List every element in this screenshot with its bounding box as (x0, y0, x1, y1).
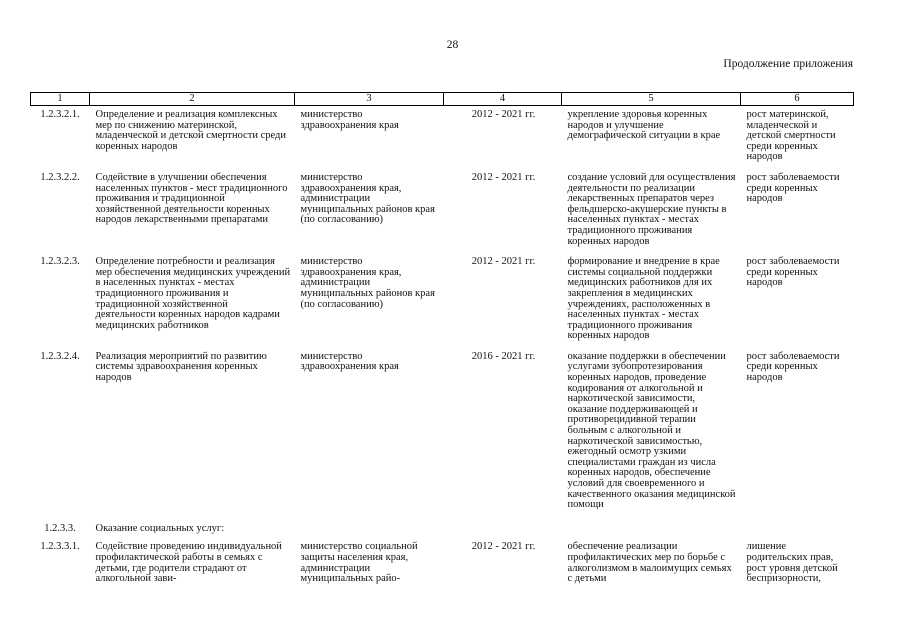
period: 2016 - 2021 гг. (471, 350, 536, 362)
expected-result: обеспечение реализации профилактических мер по борьбе с алкоголизмом в малоимущих семьях с детьми (567, 541, 732, 585)
table-row (31, 348, 854, 517)
column-number: 1 (31, 93, 90, 106)
period: 2012 - 2021 гг. (471, 541, 536, 553)
section-title: Оказание социальных услуг: (95, 522, 225, 534)
expected-result: укрепление здоровья коренных народов и улучшение демографической ситуации в крае (567, 109, 721, 142)
row-code: 1.2.3.2.2. (40, 171, 80, 183)
expected-result: формирование и внедрение в крае системы социальной поддержки медицинских работников для их закрепления в медицинских учреждениях, расположенных в населенных пунктах - местах традиционного проживания коренных народов (567, 256, 720, 342)
column-number: 4 (444, 93, 562, 106)
expected-result: создание условий для осуществления деятельности по реализации лекарственных препаратов через фельдшерско-акушерские пункты в населенных пунктах - местах традиционного проживания коренных народов (567, 171, 736, 247)
appendix-table (30, 92, 854, 585)
column-number: 6 (741, 93, 854, 106)
measure-name: Реализация мероприятий по развитию системы здравоохранения коренных народов (95, 350, 267, 384)
executor: министерство здравоохранения края (300, 109, 399, 131)
measure-name: Определение потребности и реализация мер обеспечения медицинских учреждений в населенных пунктах - местах традиционного проживания и традиционной хозяйственной деятельности коренных народов кадрами медицинских работников (95, 256, 291, 331)
risk: рост заболеваемости среди коренных народов (746, 350, 840, 384)
row-code: 1.2.3.2.3. (40, 256, 80, 268)
measure-name: Содействие проведению индивидуальной профилактической работы в семьях с детьми, где родители страдают от алкогольной зави- (95, 541, 282, 585)
column-number: 2 (90, 93, 295, 106)
section-row (31, 517, 854, 539)
period: 2012 - 2021 гг. (471, 171, 536, 183)
executor: министерство здравоохранения края (300, 350, 399, 373)
row-code: 1.2.3.3.1. (40, 541, 80, 553)
measure-name: Содействие в улучшении обеспечения населенных пунктов - мест традиционного проживания и традиционной хозяйственной деятельности коренных народов лекарственными препаратами (95, 171, 288, 226)
period: 2012 - 2021 гг. (471, 256, 536, 268)
executor: министерство здравоохранения края, администрации муниципальных районов края (по согласованию) (300, 256, 435, 310)
column-number-row (31, 93, 854, 106)
column-number: 5 (562, 93, 741, 106)
page-number: 28 (446, 39, 459, 51)
risk: лишение родительских прав, рост уровня детской беспризорности, (746, 541, 838, 585)
period: 2012 - 2021 гг. (471, 109, 536, 120)
risk: рост материнской, младенческой и детской смертности среди коренных народов (746, 109, 836, 163)
table-row (31, 169, 854, 253)
table-row (31, 538, 854, 584)
executor: министерство здравоохранения края, администрации муниципальных районов края (по согласованию) (300, 171, 435, 226)
table-row (31, 253, 854, 348)
risk: рост заболеваемости среди коренных народов (746, 256, 840, 289)
column-number: 3 (295, 93, 444, 106)
measure-name: Определение и реализация комплексных мер по снижению материнской, младенческой и детской смертности среди коренных народов (95, 109, 286, 152)
continuation-label: Продолжение приложения (723, 58, 853, 70)
table-row (31, 106, 854, 169)
risk: рост заболеваемости среди коренных народов (746, 171, 840, 205)
row-code: 1.2.3.2.1. (40, 109, 80, 120)
section-code: 1.2.3.3. (44, 522, 76, 534)
executor: министерство социальной защиты населения края, администрации муниципальных райо- (300, 541, 418, 585)
expected-result: оказание поддержки в обеспечении услугами зубопротезирования коренных народов, проведение кодирования от алкогольной и наркотической зависимости, оказание поддерживающей и противорецидивной терапии больным с алкогольной и наркотической зависимостью, ежегодный осмотр узкими специалистами граждан из числа коренных народов, обеспечение условий для своевременного и качественного оказания медицинской помощи (567, 350, 736, 511)
row-code: 1.2.3.2.4. (40, 350, 80, 362)
